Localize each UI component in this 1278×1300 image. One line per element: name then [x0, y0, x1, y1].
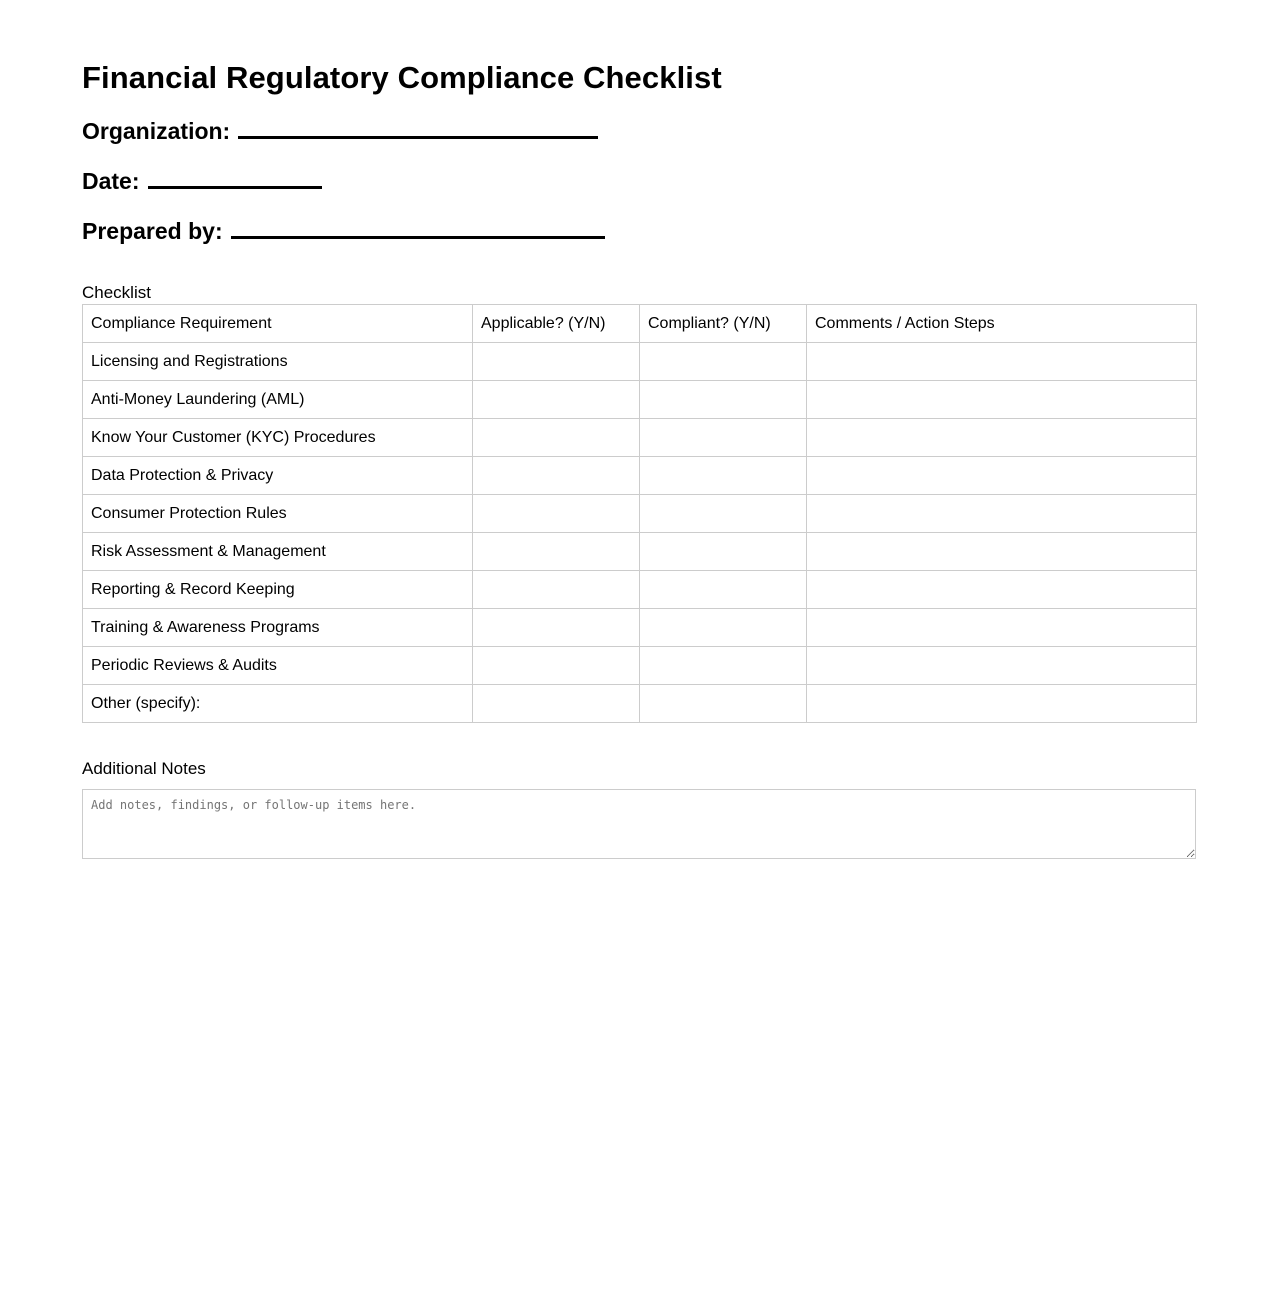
table-row	[83, 495, 1197, 533]
prepared-by-label: Prepared by:	[82, 218, 223, 244]
table-row	[83, 381, 1197, 419]
applicable-cell[interactable]	[473, 533, 640, 571]
compliant-cell[interactable]	[640, 419, 807, 457]
compliant-cell[interactable]	[640, 495, 807, 533]
organization-field	[82, 114, 1196, 146]
requirement-cell: Risk Assessment & Management	[83, 533, 473, 571]
requirement-cell: Data Protection & Privacy	[83, 457, 473, 495]
table-header-row	[83, 305, 1197, 343]
comments-cell[interactable]	[807, 685, 1197, 723]
date-blank-line[interactable]	[148, 164, 322, 189]
requirement-cell: Anti-Money Laundering (AML)	[83, 381, 473, 419]
table-row	[83, 419, 1197, 457]
prepared-by-blank-line[interactable]	[231, 214, 605, 239]
table-row	[83, 685, 1197, 723]
table-row	[83, 647, 1197, 685]
compliant-cell[interactable]	[640, 647, 807, 685]
column-header-applicable: Applicable? (Y/N)	[473, 305, 640, 343]
compliant-cell[interactable]	[640, 381, 807, 419]
organization-blank-line[interactable]	[238, 114, 598, 139]
notes-section-label: Additional Notes	[82, 759, 206, 778]
date-field	[82, 164, 1196, 196]
table-row	[83, 571, 1197, 609]
requirement-cell: Consumer Protection Rules	[83, 495, 473, 533]
requirement-cell: Other (specify):	[83, 685, 473, 723]
applicable-cell[interactable]	[473, 457, 640, 495]
compliant-cell[interactable]	[640, 685, 807, 723]
comments-cell[interactable]	[807, 495, 1197, 533]
column-header-requirement: Compliance Requirement	[83, 305, 473, 343]
applicable-cell[interactable]	[473, 343, 640, 381]
comments-cell[interactable]	[807, 381, 1197, 419]
table-row	[83, 343, 1197, 381]
requirement-cell: Licensing and Registrations	[83, 343, 473, 381]
applicable-cell[interactable]	[473, 647, 640, 685]
checklist-table	[82, 304, 1197, 723]
compliant-cell[interactable]	[640, 609, 807, 647]
prepared-by-field	[82, 214, 1196, 246]
compliant-cell[interactable]	[640, 457, 807, 495]
column-header-compliant: Compliant? (Y/N)	[640, 305, 807, 343]
comments-cell[interactable]	[807, 571, 1197, 609]
comments-cell[interactable]	[807, 457, 1197, 495]
requirement-cell: Training & Awareness Programs	[83, 609, 473, 647]
comments-cell[interactable]	[807, 343, 1197, 381]
applicable-cell[interactable]	[473, 571, 640, 609]
applicable-cell[interactable]	[473, 495, 640, 533]
requirement-cell: Know Your Customer (KYC) Procedures	[83, 419, 473, 457]
compliant-cell[interactable]	[640, 343, 807, 381]
page-title: Financial Regulatory Compliance Checklist	[82, 60, 722, 95]
comments-cell[interactable]	[807, 533, 1197, 571]
organization-label: Organization:	[82, 118, 231, 144]
comments-cell[interactable]	[807, 609, 1197, 647]
date-label: Date:	[82, 168, 140, 194]
requirement-cell: Periodic Reviews & Audits	[83, 647, 473, 685]
comments-cell[interactable]	[807, 647, 1197, 685]
applicable-cell[interactable]	[473, 419, 640, 457]
comments-cell[interactable]	[807, 419, 1197, 457]
compliant-cell[interactable]	[640, 533, 807, 571]
applicable-cell[interactable]	[473, 609, 640, 647]
notes-textarea[interactable]	[82, 789, 1196, 859]
checklist-section-label: Checklist	[82, 283, 151, 302]
column-header-comments: Comments / Action Steps	[807, 305, 1197, 343]
table-row	[83, 457, 1197, 495]
compliant-cell[interactable]	[640, 571, 807, 609]
requirement-cell: Reporting & Record Keeping	[83, 571, 473, 609]
table-row	[83, 609, 1197, 647]
table-row	[83, 533, 1197, 571]
applicable-cell[interactable]	[473, 685, 640, 723]
applicable-cell[interactable]	[473, 381, 640, 419]
